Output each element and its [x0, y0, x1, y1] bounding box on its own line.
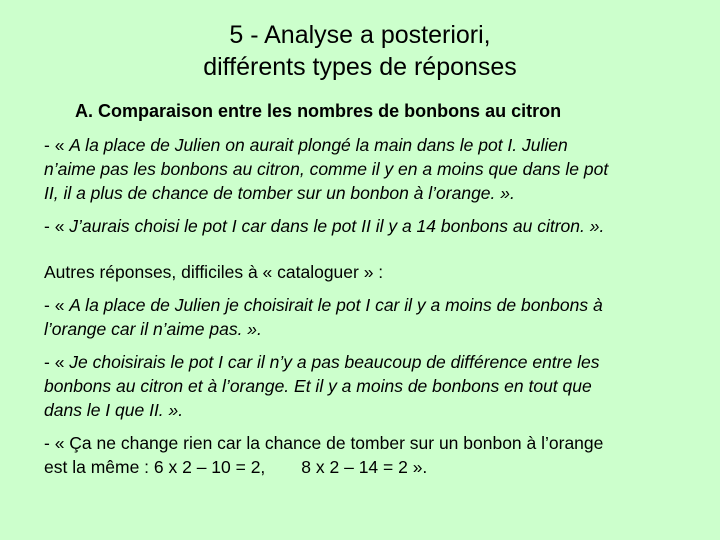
- section-heading: A. Comparaison entre les nombres de bonbons au citron: [75, 101, 562, 121]
- response-1-line-1: [44, 133, 704, 157]
- other-response-2-line-2: bonbons au citron et à l’orange. Et il y a moins de bonbons en tout que: [44, 376, 592, 396]
- response-2: [44, 214, 704, 238]
- other-response-2-text-1: Je choisirais le pot I car il n’y a pas beaucoup de différence entre les: [69, 352, 600, 372]
- last-response-calc-1: est la même : 6 x 2 – 10 = 2,: [44, 457, 266, 477]
- other-response-1-line-1: [44, 293, 704, 317]
- other-response-2-line-1: [44, 350, 704, 374]
- last-response: [44, 431, 704, 479]
- response-2-text-1: J’aurais choisi le pot I car dans le pot II il y a 14 bonbons au citron. ».: [69, 216, 605, 236]
- other-response-1-prefix: - «: [44, 295, 70, 315]
- other-response-2-line-3: dans le I que II. ».: [44, 400, 184, 420]
- response-2-prefix: - «: [44, 216, 70, 236]
- other-response-2-prefix: - «: [44, 352, 70, 372]
- responses-body: [44, 133, 704, 479]
- other-response-1-line-2: l’orange car il n’aime pas. ».: [44, 319, 262, 339]
- other-responses-heading-text: Autres réponses, difficiles à « cataloguer » :: [44, 262, 384, 282]
- last-response-calc-2: 8 x 2 – 14 = 2 ».: [301, 457, 428, 477]
- slide-title: [0, 19, 720, 83]
- other-response-1: [44, 293, 704, 341]
- response-1-text-1: A la place de Julien on aurait plongé la main dans le pot I. Julien: [69, 135, 568, 155]
- slide-title-line-2: différents types de réponses: [203, 53, 517, 81]
- last-response-line-1: - « Ça ne change rien car la chance de tomber sur un bonbon à l’orange: [44, 433, 604, 453]
- other-responses-heading: [44, 260, 704, 284]
- other-response-2: [44, 350, 704, 422]
- response-1-line-2: n’aime pas les bonbons au citron, comme il y en a moins que dans le pot: [44, 159, 609, 179]
- slide-title-line-1: 5 - Analyse a posteriori,: [229, 21, 491, 49]
- last-response-line-2: [44, 455, 704, 479]
- response-1-line-3: II, il a plus de chance de tomber sur un bonbon à l’orange. ».: [44, 183, 515, 203]
- response-1-prefix: - «: [44, 135, 70, 155]
- other-response-1-text-1: A la place de Julien je choisirait le pot I car il y a moins de bonbons à: [69, 295, 603, 315]
- response-2-line-1: [44, 214, 704, 238]
- response-1: [44, 133, 704, 205]
